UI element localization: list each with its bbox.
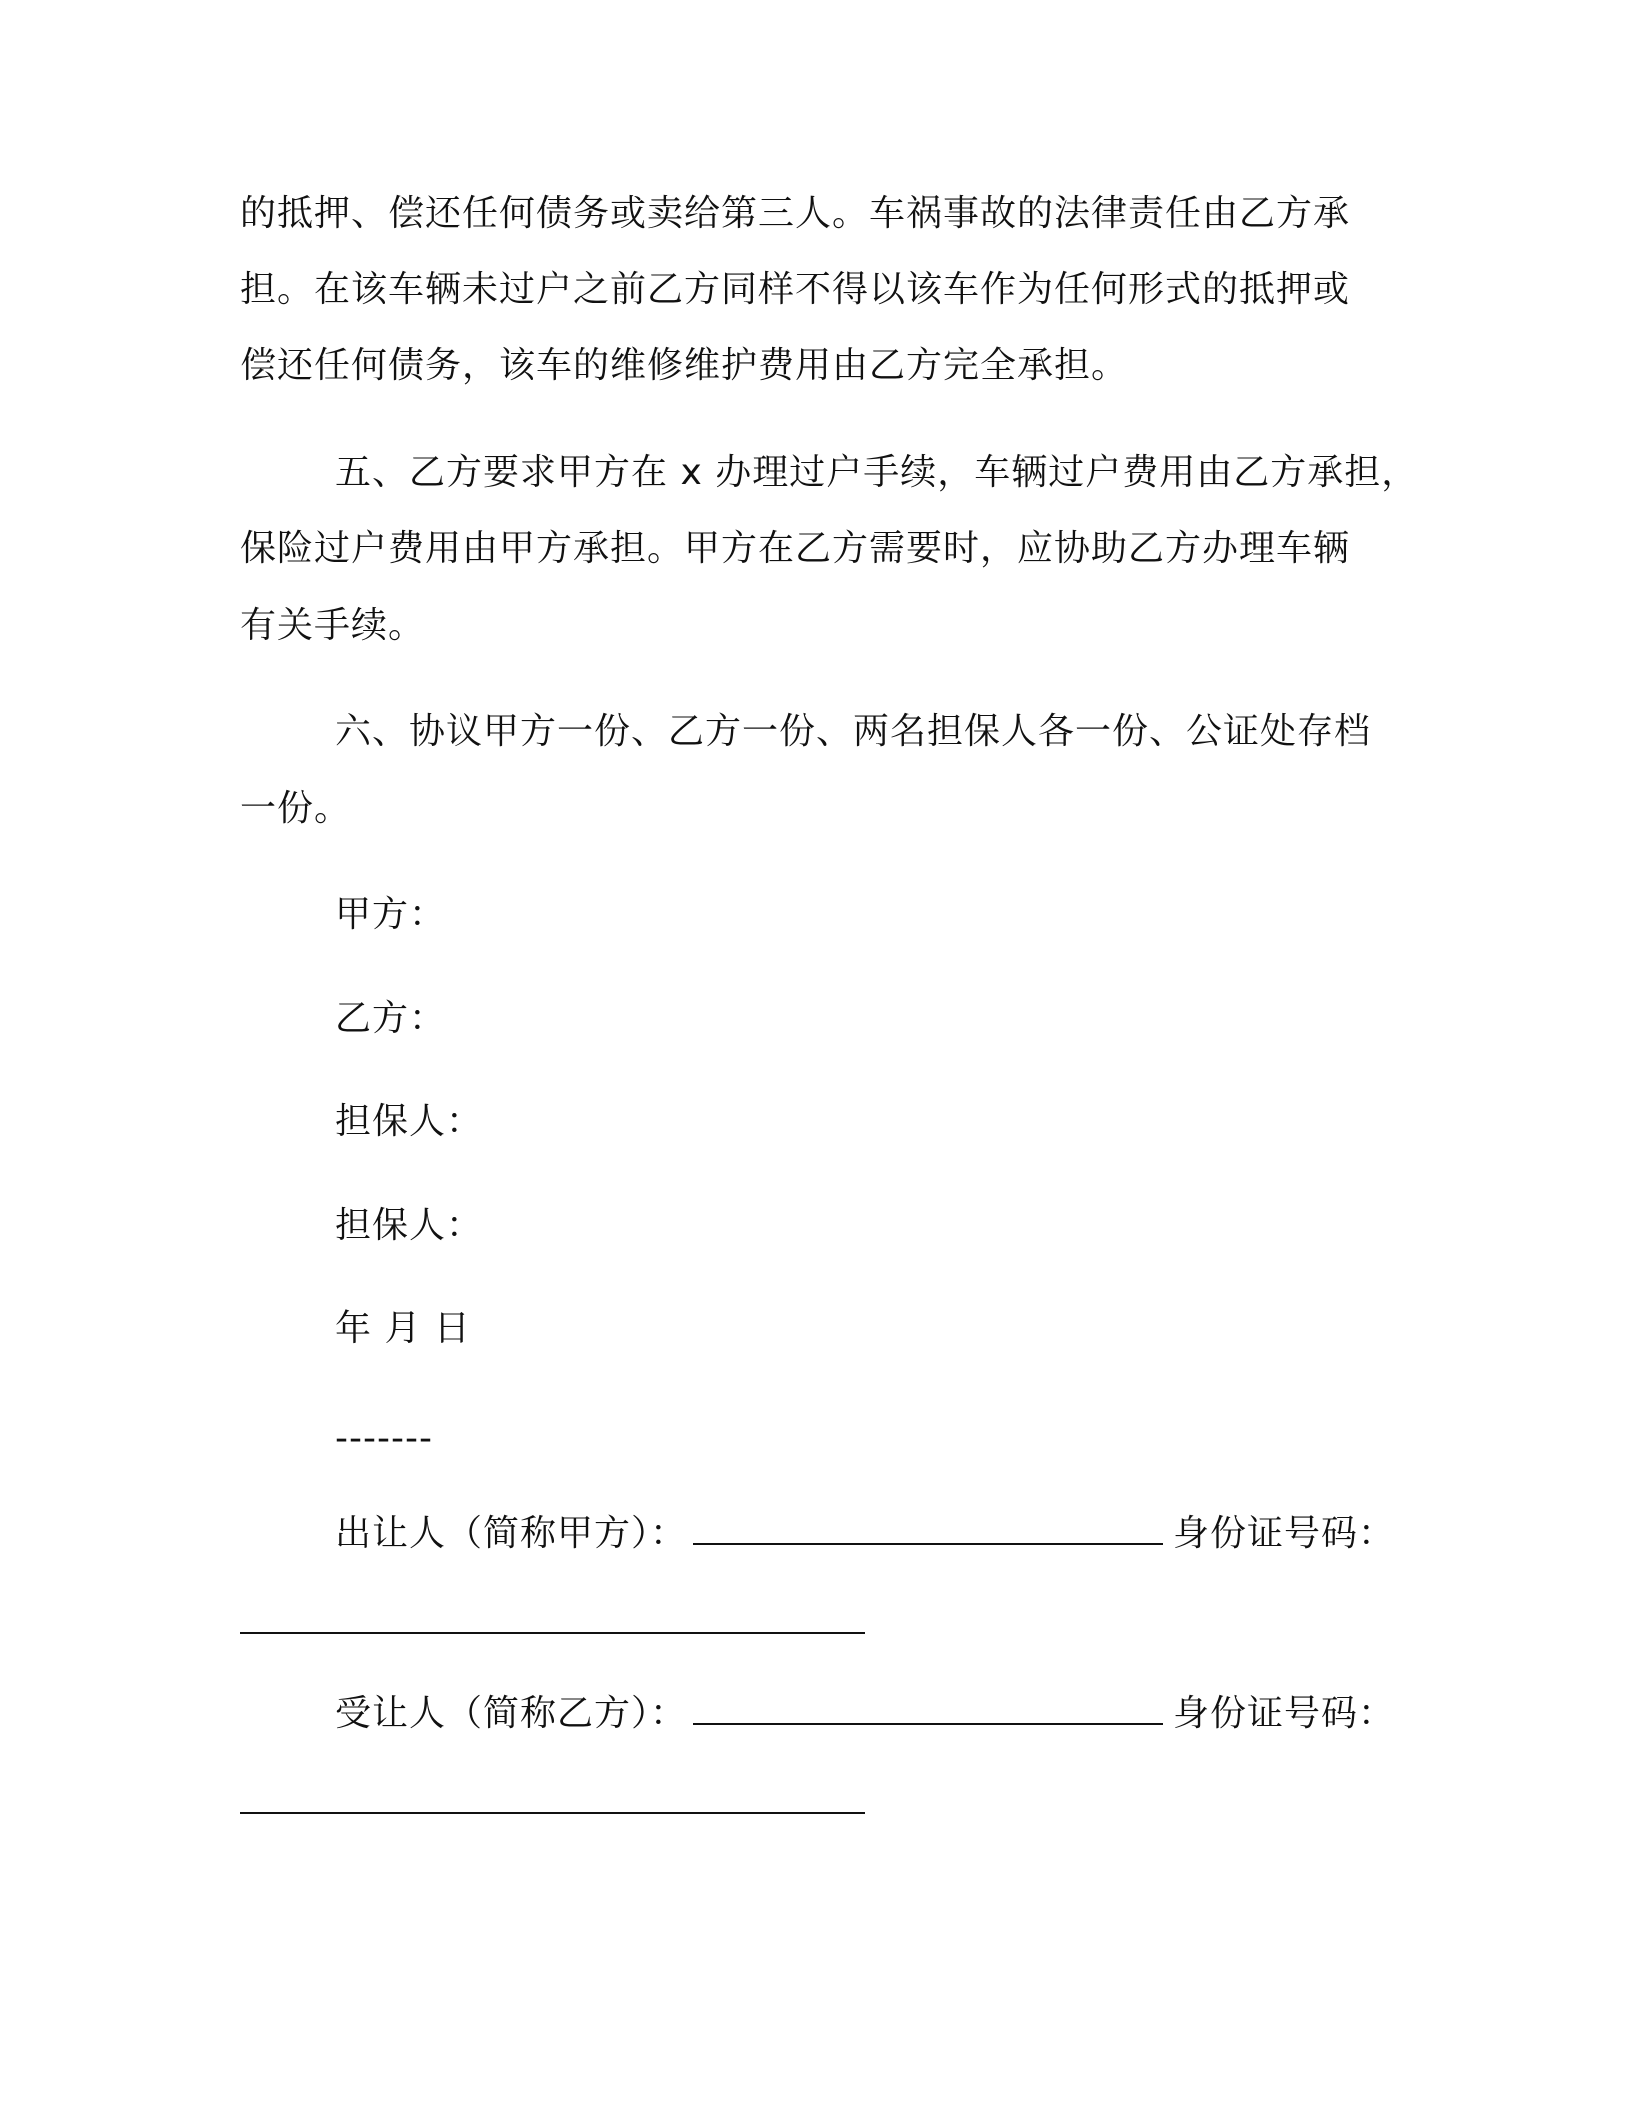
transferor-label: 出让人（简称甲方）： xyxy=(335,1513,688,1554)
transferor-name-blank xyxy=(693,1513,1163,1545)
paragraph-4-line-1: 的抵押、偿还任何债务或卖给第三人。车祸事故的法律责任由乙方承 xyxy=(240,193,1351,234)
paragraph-5-line-1: 五、乙方要求甲方在 x 办理过户手续，车辆过户费用由乙方承担， xyxy=(335,452,1419,493)
paragraph-6-line-2: 一份。 xyxy=(240,788,352,829)
paragraph-6-line-1: 六、协议甲方一份、乙方一份、两名担保人各一份、公证处存档 xyxy=(335,711,1372,752)
transferee-name-blank xyxy=(693,1693,1163,1725)
guarantor-1-signature-label: 担保人： xyxy=(335,1101,484,1142)
transferor-id-label: 身份证号码： xyxy=(1173,1513,1396,1554)
party-b-signature-label: 乙方： xyxy=(335,998,447,1039)
transferee-row xyxy=(335,1692,1395,1736)
date-label: 年 月 日 xyxy=(335,1308,471,1349)
paragraph-5-line-3: 有关手续。 xyxy=(240,605,426,646)
transferee-label: 受让人（简称乙方）： xyxy=(335,1693,688,1734)
party-a-signature-label: 甲方： xyxy=(335,894,447,935)
paragraph-4-line-2: 担。在该车辆未过户之前乙方同样不得以该车作为任何形式的抵押或 xyxy=(240,269,1351,310)
transferee-id-label: 身份证号码： xyxy=(1173,1693,1396,1734)
guarantor-2-signature-label: 担保人： xyxy=(335,1205,484,1246)
transferor-id-blank xyxy=(240,1632,865,1634)
separator-line: ------- xyxy=(335,1418,433,1459)
paragraph-4-line-3: 偿还任何债务，该车的维修维护费用由乙方完全承担。 xyxy=(240,345,1129,386)
paragraph-5-line-2: 保险过户费用由甲方承担。甲方在乙方需要时，应协助乙方办理车辆 xyxy=(240,528,1351,569)
transferor-row xyxy=(335,1512,1395,1556)
transferee-id-blank xyxy=(240,1812,865,1814)
